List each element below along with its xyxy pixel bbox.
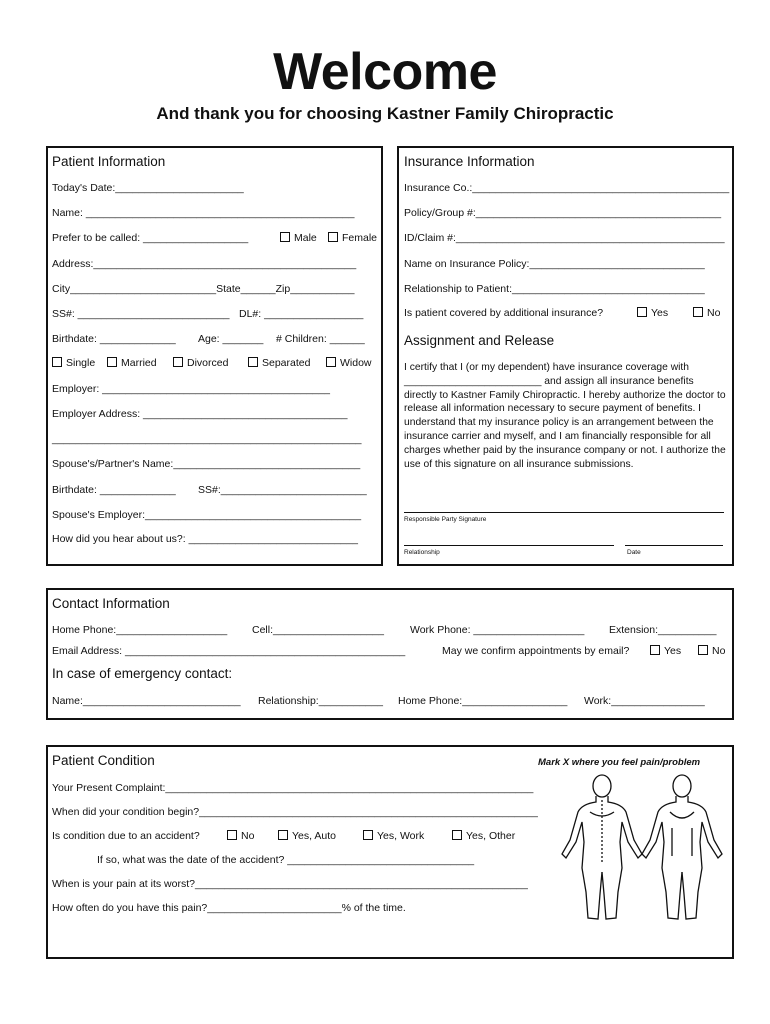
- married-label: Married: [121, 357, 157, 369]
- checkbox-icon: [693, 307, 703, 317]
- widow-label: Widow: [340, 357, 372, 369]
- pain-frequency-field[interactable]: How often do you have this pain?_______________________% of the time.: [52, 902, 406, 914]
- checkbox-icon: [650, 645, 660, 655]
- female-checkbox[interactable]: [328, 232, 377, 244]
- checkbox-icon: [227, 830, 237, 840]
- page-title: Welcome: [273, 43, 497, 101]
- email-address-field[interactable]: Email Address: ________________________________________________: [52, 645, 406, 657]
- emergency-name-field[interactable]: Name:___________________________: [52, 695, 241, 707]
- id-claim-field[interactable]: ID/Claim #:______________________________________________: [404, 232, 725, 244]
- additional-insurance-question: Is patient covered by additional insurance?: [404, 307, 604, 319]
- mark-pain-instruction: Mark X where you feel pain/problem: [538, 757, 701, 768]
- dl-number-field[interactable]: DL#: _________________: [239, 308, 364, 320]
- no-label: No: [707, 307, 721, 319]
- spouse-ss-field[interactable]: SS#:_________________________: [198, 484, 367, 496]
- children-field[interactable]: # Children: ______: [276, 333, 365, 345]
- cell-phone-field[interactable]: Cell:___________________: [252, 624, 384, 636]
- no-label: No: [712, 645, 726, 657]
- ss-number-field[interactable]: SS#: __________________________: [52, 308, 230, 320]
- checkbox-icon: [107, 357, 117, 367]
- employer-address-field[interactable]: Employer Address: ___________________________________: [52, 408, 348, 420]
- confirm-email-question: May we confirm appointments by email?: [442, 645, 630, 657]
- pain-worst-field[interactable]: When is your pain at its worst?_________________________________________________________: [52, 878, 528, 890]
- yes-label: Yes: [651, 307, 669, 319]
- body-diagram[interactable]: [556, 772, 726, 924]
- signature-label: Responsible Party Signature: [404, 516, 487, 523]
- patient-condition-heading: Patient Condition: [52, 753, 155, 768]
- checkbox-icon: [248, 357, 258, 367]
- additional-insurance-no-checkbox[interactable]: [693, 307, 720, 319]
- accident-yes-work-checkbox[interactable]: [363, 830, 424, 842]
- widow-checkbox[interactable]: [326, 357, 372, 369]
- signature-line[interactable]: [404, 512, 724, 513]
- work-phone-field[interactable]: Work Phone: ___________________: [410, 624, 585, 636]
- emergency-work-phone-field[interactable]: Work:________________: [584, 695, 705, 707]
- address-field[interactable]: Address:_____________________________________________: [52, 258, 357, 270]
- relationship-to-patient-field[interactable]: Relationship to Patient:_________________________________: [404, 283, 705, 295]
- accident-yes-auto-checkbox[interactable]: [278, 830, 336, 842]
- single-label: Single: [66, 357, 96, 369]
- checkbox-icon: [637, 307, 647, 317]
- todays-date-field[interactable]: Today's Date:______________________: [52, 182, 244, 194]
- separated-label: Separated: [262, 357, 311, 369]
- spouse-employer-field[interactable]: Spouse's Employer:_____________________________________: [52, 509, 362, 521]
- accident-question: Is condition due to an accident?: [52, 830, 200, 842]
- separated-checkbox[interactable]: [248, 357, 310, 369]
- confirm-email-no-checkbox[interactable]: [698, 645, 725, 657]
- checkbox-icon: [328, 232, 338, 242]
- extension-field[interactable]: Extension:__________: [609, 624, 717, 636]
- divorced-label: Divorced: [187, 357, 229, 369]
- yes-label: Yes: [664, 645, 682, 657]
- checkbox-icon: [363, 830, 373, 840]
- checkbox-icon: [173, 357, 183, 367]
- relationship-label: Relationship: [404, 549, 440, 556]
- front-body-figure[interactable]: [642, 775, 722, 919]
- insurance-company-field[interactable]: Insurance Co.:____________________________________________: [404, 182, 730, 194]
- date-line[interactable]: [625, 545, 723, 546]
- relationship-line[interactable]: [404, 545, 614, 546]
- divorced-checkbox[interactable]: [173, 357, 228, 369]
- date-label: Date: [627, 549, 641, 556]
- accident-no-checkbox[interactable]: [227, 830, 254, 842]
- emergency-contact-heading: In case of emergency contact:: [52, 666, 233, 681]
- back-body-figure[interactable]: [562, 775, 642, 919]
- checkbox-icon: [698, 645, 708, 655]
- male-checkbox[interactable]: [280, 232, 317, 244]
- assignment-release-heading: Assignment and Release: [404, 333, 555, 348]
- age-field[interactable]: Age: _______: [198, 333, 264, 345]
- no-label: No: [241, 830, 255, 842]
- checkbox-icon: [326, 357, 336, 367]
- female-label: Female: [342, 232, 378, 244]
- insurance-information-heading: Insurance Information: [404, 154, 535, 169]
- prefer-to-be-called-field[interactable]: Prefer to be called: __________________: [52, 232, 249, 244]
- present-complaint-field[interactable]: Your Present Complaint:_______________________________________________________________: [52, 782, 534, 794]
- city-state-zip-field[interactable]: City_________________________State______Zip___________: [52, 283, 355, 295]
- spouse-name-field[interactable]: Spouse's/Partner's Name:________________________________: [52, 458, 361, 470]
- yes-work-label: Yes, Work: [377, 830, 425, 842]
- employer-field[interactable]: Employer: _______________________________________: [52, 383, 330, 395]
- accident-date-field[interactable]: If so, what was the date of the accident? ________________________________: [97, 854, 475, 866]
- checkbox-icon: [280, 232, 290, 242]
- single-checkbox[interactable]: [52, 357, 95, 369]
- married-checkbox[interactable]: [107, 357, 157, 369]
- checkbox-icon: [278, 830, 288, 840]
- patient-information-heading: Patient Information: [52, 154, 166, 169]
- yes-auto-label: Yes, Auto: [292, 830, 336, 842]
- page-subtitle: And thank you for choosing Kastner Family Chiropractic: [156, 104, 614, 123]
- confirm-email-yes-checkbox[interactable]: [650, 645, 681, 657]
- home-phone-field[interactable]: Home Phone:___________________: [52, 624, 228, 636]
- name-on-policy-field[interactable]: Name on Insurance Policy:______________________________: [404, 258, 705, 270]
- checkbox-icon: [52, 357, 62, 367]
- spouse-birthdate-field[interactable]: Birthdate: _____________: [52, 484, 176, 496]
- contact-information-heading: Contact Information: [52, 596, 170, 611]
- birthdate-field[interactable]: Birthdate: _____________: [52, 333, 176, 345]
- emergency-relationship-field[interactable]: Relationship:___________: [258, 695, 383, 707]
- emergency-home-phone-field[interactable]: Home Phone:__________________: [398, 695, 568, 707]
- checkbox-icon: [452, 830, 462, 840]
- employer-address-line2-field[interactable]: _____________________________________________________: [52, 433, 362, 445]
- accident-yes-other-checkbox[interactable]: [452, 830, 515, 842]
- assignment-release-text: I certify that I (or my dependent) have insurance coverage with ________________________ and assign all insurance benefits directly to Kastner Family Chiropractic. I hereby authorize the doctor to release all information necessary to secure payment of benefits. I understand that my insurance policy is an arrangement between the insurance carrier and myself, and I am financially responsible for all charges whether paid by the insurance company or not. I authorize the use of this signature on all insurance submissions.: [404, 362, 726, 470]
- policy-group-field[interactable]: Policy/Group #:__________________________________________: [404, 207, 722, 219]
- additional-insurance-yes-checkbox[interactable]: [637, 307, 668, 319]
- yes-other-label: Yes, Other: [466, 830, 516, 842]
- condition-began-field[interactable]: When did your condition begin?__________________________________________________________: [52, 806, 538, 818]
- male-label: Male: [294, 232, 317, 244]
- name-field[interactable]: Name: ______________________________________________: [52, 207, 355, 219]
- hear-about-us-field[interactable]: How did you hear about us?: _____________________________: [52, 533, 358, 545]
